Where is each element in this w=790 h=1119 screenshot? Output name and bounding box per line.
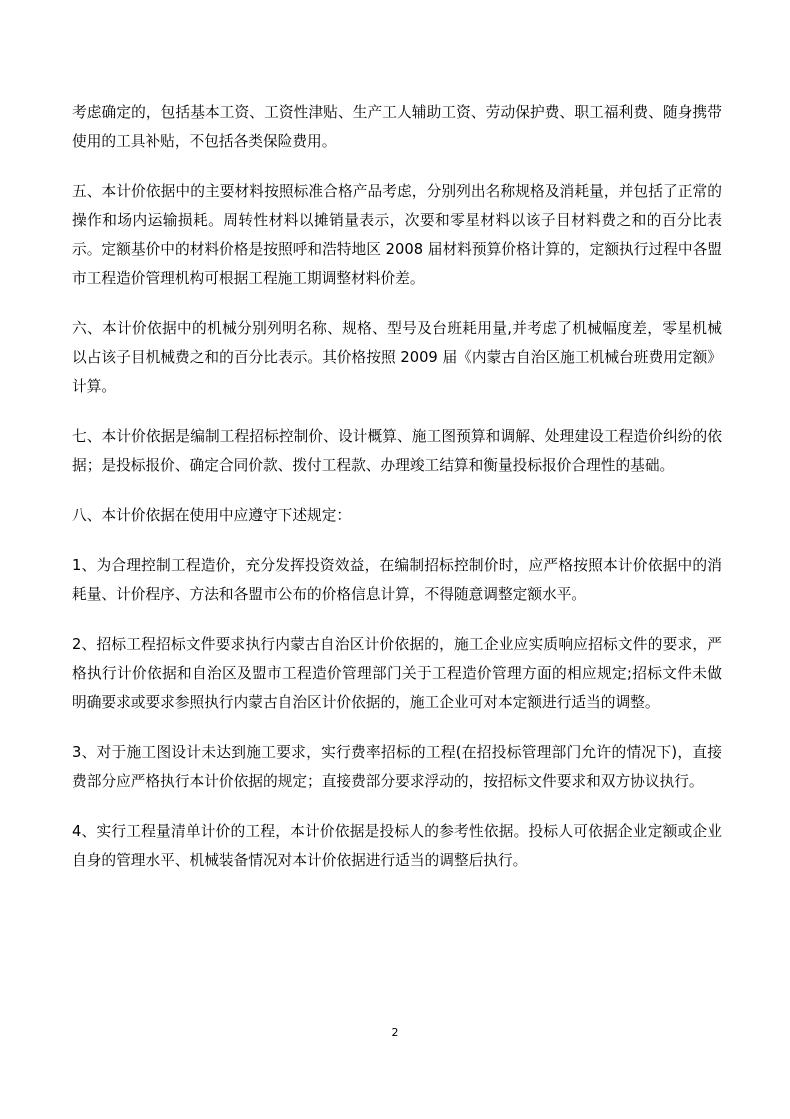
paragraph-labor-cost: 考虑确定的，包括基本工资、工资性津贴、生产工人辅助工资、劳动保护费、职工福利费、随身携带使用的工具补贴，不包括各类保险费用。: [72, 104, 722, 150]
paragraph-materials: 五、本计价依据中的主要材料按照标准合格产品考虑，分别列出名称规格及消耗量，并包括了正常的操作和场内运输损耗。周转性材料以摊销量表示，次要和零星材料以该子目材料费之和的百分比表示。定额基价中的材料价格是按照呼和浩特地区 2008 届材料预算价格计算的，定额执行过程中各盟市工程造价管理机构可根据工程施工期调整材料价差。: [72, 183, 722, 287]
paragraph-rule-2: 2、招标工程招标文件要求执行内蒙古自治区计价依据的，施工企业应实质响应招标文件的要求，严格执行计价依据和自治区及盟市工程造价管理部门关于工程造价管理方面的相应规定;招标文件未做明确要求或要求参照执行内蒙古自治区计价依据的，施工企业可对本定额进行适当的调整。: [72, 636, 722, 711]
paragraph-rules-heading: 八、本计价依据在使用中应遵守下述规定：: [72, 507, 352, 524]
document-body: [72, 98, 722, 896]
paragraph-machinery: 六、本计价依据中的机械分别列明名称、规格、型号及台班耗用量,并考虑了机械幅度差，零星机械以占该子目机械费之和的百分比表示。其价格按照 2009 届《内蒙古自治区施工机械台班费用定额》计算。: [72, 320, 722, 395]
paragraph-rule-3: 3、对于施工图设计未达到施工要求，实行费率招标的工程(在招投标管理部门允许的情况下)，直接费部分应严格执行本计价依据的规定；直接费部分要求浮动的，按招标文件要求和双方协议执行。: [72, 744, 722, 790]
paragraph-rule-1: 1、为合理控制工程造价，充分发挥投资效益，在编制招标控制价时，应严格按照本计价依据中的消耗量、计价程序、方法和各盟市公布的价格信息计算，不得随意调整定额水平。: [72, 557, 722, 603]
paragraph-rule-4: 4、实行工程量清单计价的工程，本计价依据是投标人的参考性依据。投标人可依据企业定额或企业自身的管理水平、机械装备情况对本计价依据进行适当的调整后执行。: [72, 823, 722, 869]
paragraph-basis: 七、本计价依据是编制工程招标控制价、设计概算、施工图预算和调解、处理建设工程造价纠纷的依据；是投标报价、确定合同价款、拨付工程款、办理竣工结算和衡量投标报价合理性的基础。: [72, 428, 722, 474]
page-number: 2: [391, 1026, 399, 1039]
